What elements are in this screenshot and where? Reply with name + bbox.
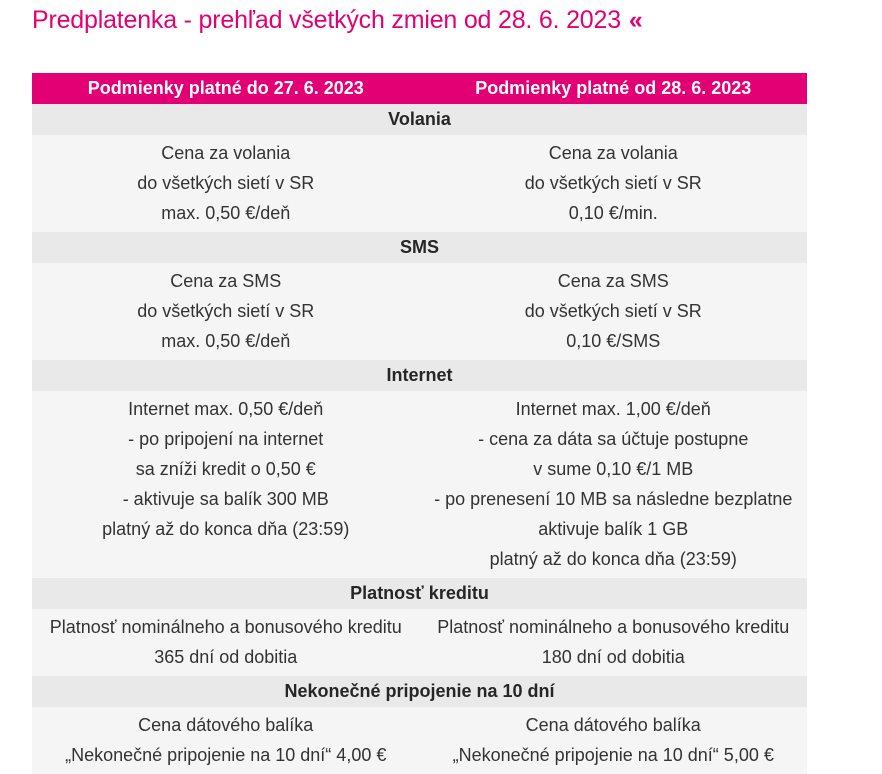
cell-text-line: - aktivuje sa balík 300 MB — [122, 489, 329, 509]
cell-text-line: sa zníži kredit o 0,50 € — [135, 459, 316, 479]
cell-text-line: do všetkých sietí v SR — [524, 301, 702, 321]
cell-text-line: 0,10 €/SMS — [566, 331, 661, 351]
page-title: Predplatenka - prehľad všetkých zmien od 28. 6. 2023 — [32, 6, 621, 34]
cell-new-conditions — [420, 391, 808, 578]
cell-text-line: do všetkých sietí v SR — [137, 173, 315, 193]
cell-new-conditions — [420, 263, 808, 360]
page-heading — [32, 6, 643, 35]
cell-text-line: - po prenesení 10 MB sa následne bezplatne — [434, 489, 793, 509]
cell-text-line: „Nekonečné pripojenie na 10 dní“ 5,00 € — [452, 745, 774, 765]
table-row — [32, 263, 807, 360]
cell-text-line: max. 0,50 €/deň — [161, 331, 291, 351]
cell-text-line: Internet max. 0,50 €/deň — [128, 399, 324, 419]
section-title: Platnosť kreditu — [32, 578, 807, 609]
section-title: Nekonečné pripojenie na 10 dní — [32, 676, 807, 707]
cell-old-conditions — [32, 135, 420, 232]
cell-text-line: Cena za volania — [548, 143, 678, 163]
cell-text-line: 180 dní od dobitia — [541, 647, 685, 667]
section-title: Volania — [32, 104, 807, 135]
cell-text-line: 0,10 €/min. — [568, 203, 658, 223]
cell-new-conditions — [420, 609, 808, 676]
cell-text-line: „Nekonečné pripojenie na 10 dní“ 4,00 € — [65, 745, 387, 765]
cell-text-line: Platnosť nominálneho a bonusového kreditu — [49, 617, 402, 637]
cell-text-line: 365 dní od dobitia — [154, 647, 298, 667]
section-row — [32, 578, 807, 609]
cell-text-line: Platnosť nominálneho a bonusového kreditu — [437, 617, 790, 637]
cell-text-line: do všetkých sietí v SR — [524, 173, 702, 193]
section-row — [32, 104, 807, 135]
cell-text-line: platný až do konca dňa (23:59) — [102, 519, 350, 539]
table-header-row — [32, 73, 807, 104]
cell-text-line: Cena za volania — [161, 143, 291, 163]
section-row — [32, 676, 807, 707]
cell-old-conditions — [32, 263, 420, 360]
table-row — [32, 135, 807, 232]
cell-text-line: Internet max. 1,00 €/deň — [515, 399, 711, 419]
cell-text-line: aktivuje balík 1 GB — [538, 519, 689, 539]
table-row — [32, 609, 807, 676]
cell-old-conditions — [32, 609, 420, 676]
cell-text-line: - po pripojení na internet — [128, 429, 324, 449]
cell-text-line: Cena dátového balíka — [525, 715, 701, 735]
section-row — [32, 232, 807, 263]
cell-text-line: - cena za dáta sa účtuje postupne — [478, 429, 749, 449]
back-chevron-icon[interactable]: « — [628, 6, 643, 34]
cell-text-line: platný až do konca dňa (23:59) — [489, 549, 737, 569]
table-row — [32, 707, 807, 774]
cell-old-conditions — [32, 391, 420, 578]
section-title: SMS — [32, 232, 807, 263]
table-row — [32, 391, 807, 578]
comparison-table — [32, 73, 807, 774]
cell-text-line: v sume 0,10 €/1 MB — [533, 459, 694, 479]
cell-text-line: Cena dátového balíka — [138, 715, 314, 735]
cell-old-conditions — [32, 707, 420, 774]
cell-text-line: do všetkých sietí v SR — [137, 301, 315, 321]
section-row — [32, 360, 807, 391]
cell-text-line: Cena za SMS — [170, 271, 282, 291]
header-new-conditions: Podmienky platné od 28. 6. 2023 — [420, 73, 808, 104]
table-body — [32, 104, 807, 774]
cell-new-conditions — [420, 135, 808, 232]
header-old-conditions: Podmienky platné do 27. 6. 2023 — [32, 73, 420, 104]
cell-text-line: max. 0,50 €/deň — [161, 203, 291, 223]
section-title: Internet — [32, 360, 807, 391]
cell-new-conditions — [420, 707, 808, 774]
cell-text-line: Cena za SMS — [557, 271, 669, 291]
